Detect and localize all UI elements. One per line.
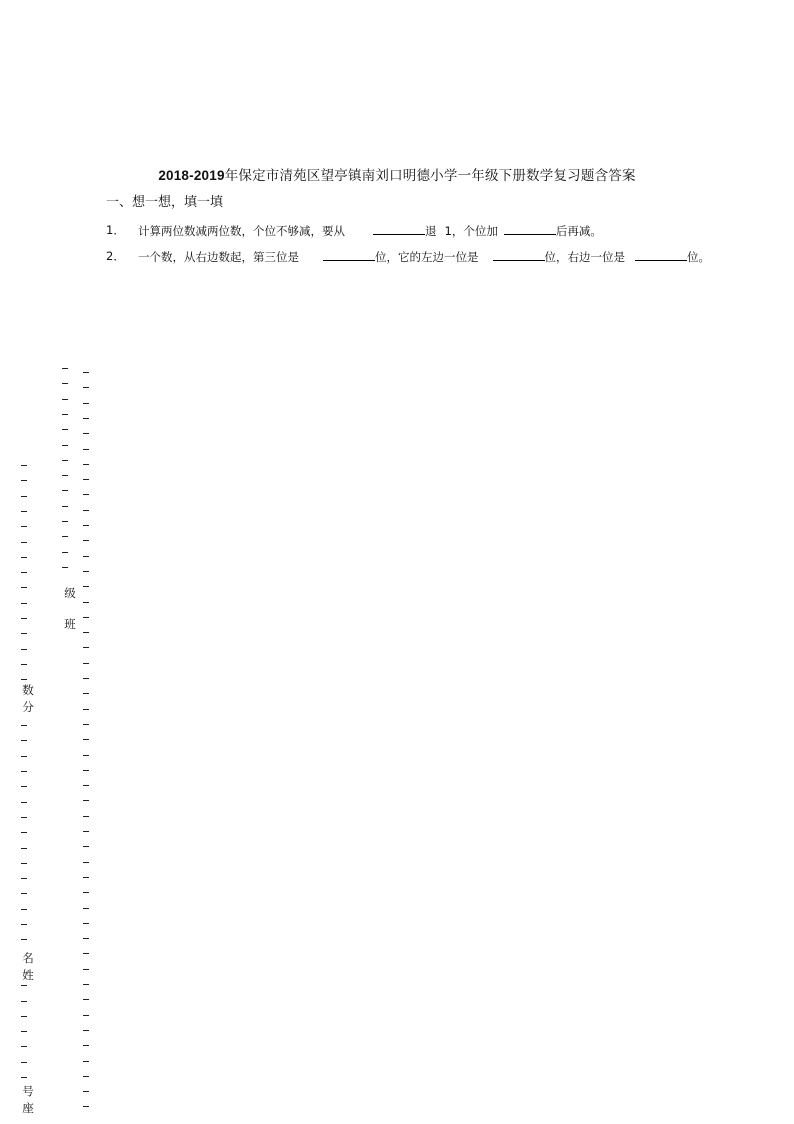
- margin-dash: [21, 664, 27, 665]
- margin-dash: [62, 536, 68, 537]
- margin-dash: [21, 802, 27, 803]
- margin-dash: [21, 480, 27, 481]
- margin-dash: [21, 1062, 27, 1063]
- margin-dash: [21, 649, 27, 650]
- margin-dash: [21, 1046, 27, 1047]
- title-year: 2018-2019: [158, 168, 225, 183]
- margin-dash: [21, 909, 27, 910]
- margin-dash: [83, 1091, 89, 1092]
- margin-dash: [62, 552, 68, 553]
- margin-dash: [83, 892, 89, 893]
- margin-dash: [21, 756, 27, 757]
- margin-dash: [83, 953, 89, 954]
- margin-dash: [21, 740, 27, 741]
- answer-blank[interactable]: [323, 248, 375, 261]
- margin-dash: [21, 893, 27, 894]
- margin-dash: [83, 510, 89, 511]
- margin-dash: [83, 999, 89, 1000]
- margin-dash: [83, 494, 89, 495]
- margin-dash: [21, 465, 27, 466]
- question-body: [138, 248, 710, 265]
- question-number: 1．: [106, 223, 125, 237]
- question-2: [106, 248, 766, 264]
- margin-dash: [83, 908, 89, 909]
- margin-dash: [83, 923, 89, 924]
- margin-dash: [83, 678, 89, 679]
- margin-dash: [83, 540, 89, 541]
- margin-dash: [62, 414, 68, 415]
- question-text: 位，右边一位是: [544, 250, 625, 264]
- margin-dash: [21, 786, 27, 787]
- margin-dash: [83, 724, 89, 725]
- margin-dash: [62, 567, 68, 568]
- margin-dash: [83, 709, 89, 710]
- margin-dash: [83, 1076, 89, 1077]
- margin-dash: [83, 1045, 89, 1046]
- margin-dash: [21, 1077, 27, 1078]
- margin-dash: [21, 817, 27, 818]
- margin-dash: [21, 1016, 27, 1017]
- margin-dash: [83, 969, 89, 970]
- margin-dash: [83, 1106, 89, 1107]
- margin-dash: [62, 521, 68, 522]
- margin-dash: [83, 831, 89, 832]
- margin-dash: [83, 556, 89, 557]
- margin-dash: [83, 464, 89, 465]
- margin-dash: [21, 542, 27, 543]
- margin-dash: [21, 832, 27, 833]
- margin-dash: [62, 368, 68, 369]
- margin-dash: [21, 1031, 27, 1032]
- margin-dash: [21, 725, 27, 726]
- margin-dash: [21, 496, 27, 497]
- question-text: 计算两位数减两位数，个位不够减，要从: [138, 224, 345, 238]
- question-text: 位，它的左边一位是: [375, 250, 479, 264]
- margin-dash: [83, 739, 89, 740]
- margin-dash: [83, 1030, 89, 1031]
- margin-dash: [21, 511, 27, 512]
- margin-dash: [83, 862, 89, 863]
- margin-dash: [83, 586, 89, 587]
- title-text: 年保定市清苑区望亭镇南刘口明德小学一年级下册数学复习题含答案: [224, 168, 636, 184]
- question-text: 后再减。: [555, 224, 602, 238]
- margin-dash: [83, 770, 89, 771]
- answer-blank[interactable]: [635, 248, 687, 261]
- margin-dash: [83, 403, 89, 404]
- margin-dash: [21, 633, 27, 634]
- margin-dash: [83, 617, 89, 618]
- margin-dash: [21, 587, 27, 588]
- name-label: 名 姓: [22, 951, 34, 982]
- margin-dash: [21, 603, 27, 604]
- section-heading: 一、想一想，填一填: [106, 195, 224, 210]
- margin-dash: [83, 800, 89, 801]
- margin-dash: [83, 372, 89, 373]
- margin-dash: [83, 877, 89, 878]
- margin-dash: [62, 490, 68, 491]
- margin-dash: [62, 399, 68, 400]
- margin-dash: [83, 693, 89, 694]
- margin-dash: [21, 771, 27, 772]
- margin-dash: [83, 1061, 89, 1062]
- margin-dash: [62, 383, 68, 384]
- answer-blank[interactable]: [504, 222, 556, 235]
- margin-dash: [62, 429, 68, 430]
- margin-dash: [21, 863, 27, 864]
- margin-dash: [83, 571, 89, 572]
- margin-dash: [83, 632, 89, 633]
- margin-dash: [83, 816, 89, 817]
- question-text: 一个数，从右边数起，第三位是: [138, 250, 299, 264]
- answer-blank[interactable]: [493, 248, 545, 261]
- question-body: [138, 222, 602, 239]
- margin-dash: [62, 506, 68, 507]
- margin-dash: [21, 618, 27, 619]
- margin-dash: [83, 1015, 89, 1016]
- question-text: 1，个位加: [444, 224, 498, 238]
- margin-dash: [21, 526, 27, 527]
- margin-dash: [83, 479, 89, 480]
- margin-dash: [83, 433, 89, 434]
- margin-dash: [83, 525, 89, 526]
- margin-dash: [83, 663, 89, 664]
- question-number: 2．: [106, 249, 125, 263]
- margin-dash: [83, 984, 89, 985]
- margin-dash: [21, 985, 27, 986]
- margin-dash: [83, 755, 89, 756]
- class-label: 级 班: [64, 586, 76, 631]
- margin-dash: [83, 938, 89, 939]
- margin-dash: [21, 679, 27, 680]
- margin-dash: [83, 846, 89, 847]
- seat-label: 号 座: [22, 1084, 34, 1115]
- margin-dash: [21, 1001, 27, 1002]
- margin-dash: [83, 785, 89, 786]
- margin-dash: [83, 387, 89, 388]
- margin-dash: [62, 445, 68, 446]
- margin-dash: [83, 602, 89, 603]
- margin-dash: [62, 475, 68, 476]
- margin-dash: [21, 924, 27, 925]
- margin-dash: [21, 939, 27, 940]
- margin-dash: [21, 557, 27, 558]
- margin-dash: [83, 418, 89, 419]
- margin-dash: [83, 449, 89, 450]
- question-1: [106, 222, 746, 238]
- document-title: [0, 164, 794, 184]
- score-label: 数 分: [22, 683, 34, 714]
- margin-dash: [21, 878, 27, 879]
- question-text: 退: [425, 224, 437, 238]
- question-text: 位。: [687, 250, 710, 264]
- answer-blank[interactable]: [373, 222, 425, 235]
- margin-dash: [62, 460, 68, 461]
- margin-dash: [21, 572, 27, 573]
- margin-dash: [21, 848, 27, 849]
- margin-dash: [83, 647, 89, 648]
